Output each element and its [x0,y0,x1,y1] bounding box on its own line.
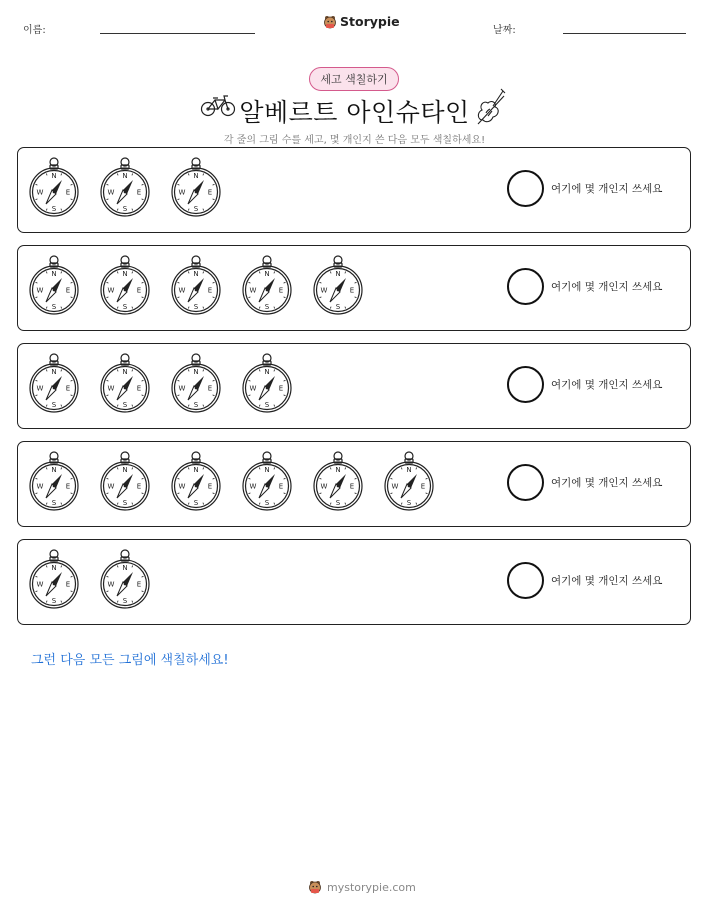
svg-text:S: S [51,597,57,605]
svg-text:S: S [406,499,412,507]
svg-text:N: N [51,466,57,474]
svg-text:S: S [335,303,341,311]
svg-text:N: N [406,466,412,474]
svg-text:E: E [207,482,213,491]
svg-text:E: E [65,286,71,295]
svg-text:E: E [65,580,71,589]
svg-text:W: W [249,286,257,295]
storypie-logo [323,14,400,29]
compass-picture[interactable] [28,450,80,512]
compass-picture[interactable] [312,450,364,512]
svg-text:N: N [335,270,341,278]
svg-text:S: S [193,205,199,213]
svg-text:S: S [193,499,199,507]
compass-picture[interactable] [28,254,80,316]
svg-text:S: S [193,401,199,409]
svg-text:W: W [320,286,328,295]
answer-circle[interactable] [507,170,544,207]
svg-text:E: E [420,482,426,491]
page-title: 알베르트 아인슈타인 [239,98,470,127]
compass-icon [241,352,293,414]
svg-text:S: S [122,205,128,213]
answer-prompt: 여기에 몇 개인지 쓰세요 [551,281,663,293]
footer-mascot-icon [308,880,322,894]
answer-prompt: 여기에 몇 개인지 쓰세요 [551,477,663,489]
compass-icon [241,450,293,512]
svg-text:E: E [136,580,142,589]
svg-text:E: E [207,286,213,295]
svg-text:N: N [51,368,57,376]
svg-text:S: S [51,303,57,311]
compass-picture[interactable] [99,548,151,610]
svg-text:E: E [349,482,355,491]
compass-icon [28,352,80,414]
svg-text:W: W [36,580,44,589]
svg-text:W: W [107,286,115,295]
compass-picture[interactable] [170,352,222,414]
compass-icon [28,548,80,610]
compass-picture[interactable] [383,450,435,512]
svg-text:W: W [107,188,115,197]
instructions: 각 줄의 그림 수를 세고, 몇 개인지 쓴 다음 모두 색칠하세요! [223,135,486,146]
svg-text:W: W [36,286,44,295]
svg-text:W: W [391,482,399,491]
compass-picture[interactable] [312,254,364,316]
violin-icon [473,86,509,126]
footer-site: mystorypie.com [327,880,416,894]
svg-text:W: W [36,188,44,197]
answer-prompt: 여기에 몇 개인지 쓰세요 [551,183,663,195]
compass-picture[interactable] [28,548,80,610]
svg-text:N: N [264,466,270,474]
compass-picture[interactable] [241,254,293,316]
compass-picture[interactable] [170,156,222,218]
svg-text:N: N [51,172,57,180]
count-row [17,539,691,625]
svg-text:W: W [178,482,186,491]
compass-icon [170,156,222,218]
compass-icon [383,450,435,512]
svg-text:N: N [193,368,199,376]
svg-text:W: W [178,384,186,393]
compass-icon [28,156,80,218]
svg-text:W: W [36,482,44,491]
answer-prompt: 여기에 몇 개인지 쓰세요 [551,379,663,391]
svg-text:W: W [178,286,186,295]
compass-icon [99,156,151,218]
compass-picture[interactable] [99,352,151,414]
count-row [17,343,691,429]
svg-text:N: N [335,466,341,474]
compass-icon [99,254,151,316]
compass-icon [241,254,293,316]
svg-text:S: S [264,401,270,409]
svg-text:N: N [122,466,128,474]
compass-icon [312,450,364,512]
brand-name: Storypie [340,14,400,29]
svg-text:N: N [51,270,57,278]
compass-picture[interactable] [241,450,293,512]
compass-icon [99,352,151,414]
activity-badge: 세고 색칠하기 [309,67,399,91]
svg-text:W: W [249,482,257,491]
count-row [17,441,691,527]
count-row [17,147,691,233]
svg-text:W: W [107,384,115,393]
svg-text:W: W [36,384,44,393]
svg-text:S: S [122,401,128,409]
svg-text:N: N [122,172,128,180]
name-label: 이름: [23,25,46,36]
compass-icon [170,450,222,512]
compass-icon [99,548,151,610]
svg-text:N: N [264,270,270,278]
answer-prompt: 여기에 몇 개인지 쓰세요 [551,575,663,587]
svg-text:W: W [320,482,328,491]
svg-text:E: E [278,384,284,393]
compass-picture[interactable] [28,352,80,414]
svg-text:E: E [136,482,142,491]
footer-brand [308,880,416,894]
compass-picture[interactable] [241,352,293,414]
mascot-icon [323,15,337,29]
date-label: 날짜: [493,25,516,36]
svg-text:W: W [249,384,257,393]
compass-picture[interactable] [99,450,151,512]
svg-text:N: N [264,368,270,376]
svg-text:N: N [193,172,199,180]
svg-text:E: E [207,384,213,393]
svg-text:E: E [136,188,142,197]
svg-text:E: E [207,188,213,197]
svg-text:S: S [122,303,128,311]
svg-text:W: W [107,482,115,491]
svg-text:E: E [349,286,355,295]
svg-text:E: E [65,482,71,491]
compass-picture[interactable] [28,156,80,218]
answer-circle[interactable] [507,562,544,599]
name-line[interactable] [100,33,255,34]
svg-text:S: S [193,303,199,311]
svg-text:N: N [122,270,128,278]
svg-text:W: W [178,188,186,197]
svg-text:E: E [65,188,71,197]
svg-text:S: S [51,499,57,507]
svg-text:N: N [122,368,128,376]
compass-picture[interactable] [99,254,151,316]
svg-text:E: E [136,286,142,295]
svg-text:S: S [122,499,128,507]
compass-icon [312,254,364,316]
svg-text:N: N [193,270,199,278]
svg-text:N: N [51,564,57,572]
compass-picture[interactable] [99,156,151,218]
compass-icon [28,254,80,316]
svg-text:N: N [122,564,128,572]
compass-icon [170,352,222,414]
svg-text:E: E [278,286,284,295]
compass-picture[interactable] [170,254,222,316]
svg-text:N: N [193,466,199,474]
compass-picture[interactable] [170,450,222,512]
svg-text:E: E [278,482,284,491]
answer-circle[interactable] [507,268,544,305]
compass-icon [170,254,222,316]
svg-text:S: S [264,303,270,311]
svg-text:S: S [51,205,57,213]
compass-icon [99,450,151,512]
svg-text:S: S [264,499,270,507]
svg-text:E: E [136,384,142,393]
count-row [17,245,691,331]
answer-circle[interactable] [507,464,544,501]
answer-circle[interactable] [507,366,544,403]
compass-icon [28,450,80,512]
coloring-instruction: 그런 다음 모든 그림에 색칠하세요! [31,653,229,668]
svg-text:S: S [122,597,128,605]
date-line[interactable] [563,33,686,34]
svg-text:S: S [335,499,341,507]
svg-text:W: W [107,580,115,589]
svg-text:S: S [51,401,57,409]
svg-text:E: E [65,384,71,393]
